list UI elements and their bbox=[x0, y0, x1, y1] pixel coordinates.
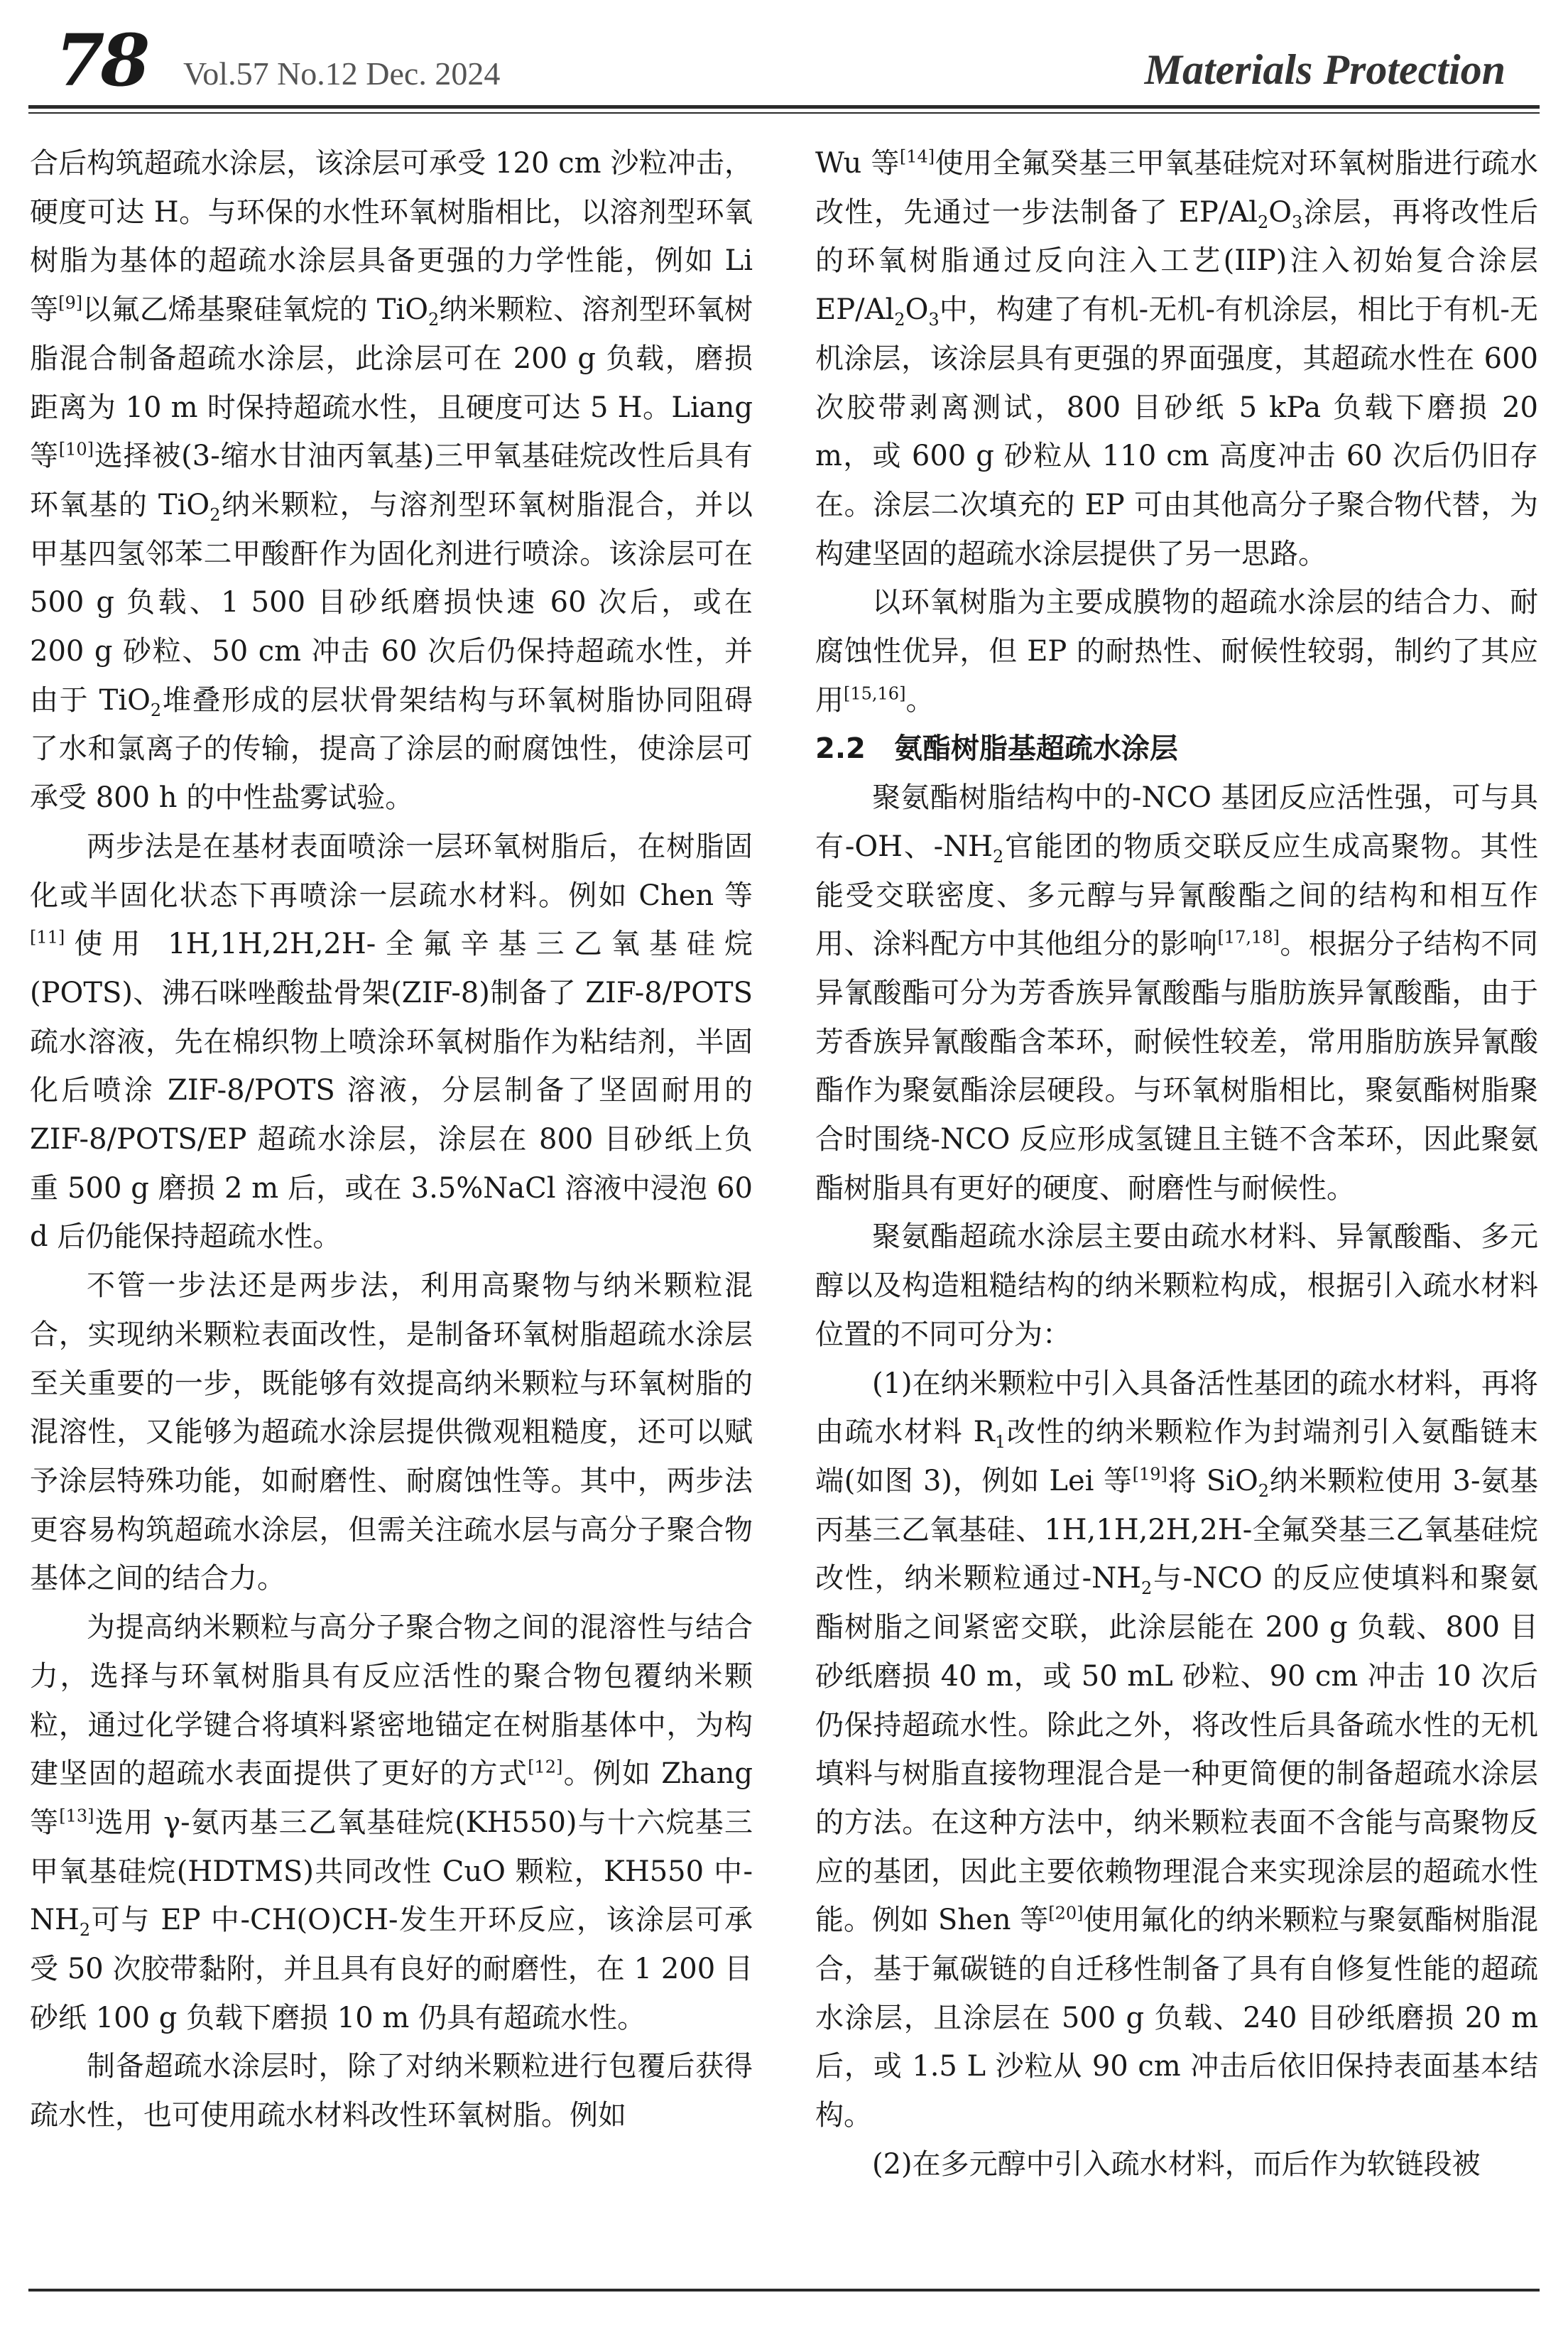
paragraph: 两步法是在基材表面喷涂一层环氧树脂后，在树脂固化或半固化状态下再喷涂一层疏水材料。例如 Chen 等[11]使用 1H,1H,2H,2H-全氟辛基三乙氧基硅烷(POTS)、沸石咪唑酸盐骨架(ZIF-8)制备了 ZIF-8/POTS 疏水溶液，先在棉织物上喷涂环氧树脂作为粘结剂，半固化后喷涂 ZIF-8/POTS 溶液，分层制备了坚固耐用的 ZIF-8/POTS/EP 超疏水涂层，涂层在 800 目砂纸上负重 500 g 磨损 2 m 后，或在 3.5%NaCl 溶液中浸泡 60 d 后仍能保持超疏水性。 bbox=[30, 830, 753, 1254]
header-rule bbox=[28, 105, 1540, 109]
header-rule-thin bbox=[28, 112, 1540, 114]
page-number: 78 bbox=[55, 18, 146, 102]
right-column bbox=[815, 139, 1538, 2189]
paragraph: 以环氧树脂为主要成膜物的超疏水涂层的结合力、耐腐蚀性优异，但 EP 的耐热性、耐候性较弱，制约了其应用[15,16]。 bbox=[815, 586, 1538, 717]
paragraph: 为提高纳米颗粒与高分子聚合物之间的混溶性与结合力，选择与环氧树脂具有反应活性的聚合物包覆纳米颗粒，通过化学键合将填料紧密地锚定在树脂基体中，为构建坚固的超疏水表面提供了更好的方式[12]。例如 Zhang 等[13]选用 γ-氨丙基三乙氧基硅烷(KH550)与十六烷基三甲氧基硅烷(HDTMS)共同改性 CuO 颗粒，KH550 中$-NH_2$可与 EP 中-CH(O)CH-发生开环反应，该涂层可承受 50 次胶带黏附，并且具有良好的耐磨性，在 1 200 目砂纸 100 g 负载下磨损 10 m 仍具有超疏水性。 bbox=[30, 1611, 753, 2034]
section-heading: 2.2 氨酯树脂基超疏水涂层 bbox=[815, 732, 1178, 766]
paragraph: 制备超疏水涂层时，除了对纳米颗粒进行包覆后获得疏水性，也可使用疏水材料改性环氧树脂。例如 bbox=[30, 2050, 753, 2132]
paragraph: 聚氨酯超疏水涂层主要由疏水材料、异氰酸酯、多元醇以及构造粗糙结构的纳米颗粒构成，根据引入疏水材料位置的不同可分为： bbox=[815, 1220, 1538, 1351]
volume-issue: Vol.57 No.12 Dec. 2024 bbox=[183, 55, 501, 92]
paragraph: (2)在多元醇中引入疏水材料，而后作为软链段被 bbox=[872, 2147, 1481, 2181]
footer-rule bbox=[28, 2289, 1540, 2292]
paragraph: 合后构筑超疏水涂层，该涂层可承受 120 cm 沙粒冲击，硬度可达 H。与环保的水性环氧树脂相比，以溶剂型环氧树脂为基体的超疏水涂层具备更强的力学性能，例如 Li 等[9]以氟乙烯基聚硅氧烷的 TiO$_2$纳米颗粒、溶剂型环氧树脂混合制备超疏水涂层，此涂层可在 200 g 负载，磨损距离为 10 m 时保持超疏水性，且硬度可达 5 H。Liang 等[10]选择被(3-缩水甘油丙氧基)三甲氧基硅烷改性后具有环氧基的 TiO$_2$纳米颗粒，与溶剂型环氧树脂混合，并以甲基四氢邻苯二甲酸酐作为固化剂进行喷涂。该涂层可在 500 g 负载、1 500 目砂纸磨损快速 60 次后，或在 200 g 砂粒、50 cm 冲击 60 次后仍保持超疏水性，并由于 TiO$_2$堆叠形成的层状骨架结构与环氧树脂协同阻碍了水和氯离子的传输，提高了涂层的耐腐蚀性，使涂层可承受 800 h 的中性盐雾试验。 bbox=[30, 147, 753, 815]
page-header bbox=[0, 0, 1568, 117]
journal-name: Materials Protection bbox=[1144, 46, 1506, 93]
paragraph: 不管一步法还是两步法，利用高聚物与纳米颗粒混合，实现纳米颗粒表面改性，是制备环氧树脂超疏水涂层至关重要的一步，既能够有效提高纳米颗粒与环氧树脂的混溶性，又能够为超疏水涂层提供微观粗糙度，还可以赋予涂层特殊功能，如耐磨性、耐腐蚀性等。其中，两步法更容易构筑超疏水涂层，但需关注疏水层与高分子聚合物基体之间的结合力。 bbox=[30, 1269, 753, 1595]
left-column bbox=[30, 139, 753, 2140]
paragraph: (1)在纳米颗粒中引入具备活性基团的疏水材料，再将由疏水材料 $R_1$改性的纳米颗粒作为封端剂引入氨酯链末端(如图 3)，例如 Lei 等[19]将 SiO$_2$纳米颗粒使用 3-氨基丙基三乙氧基硅、1H,1H,2H,2H-全氟癸基三乙氧基硅烷改性，纳米颗粒通过$-NH_2$与-NCO 的反应使填料和聚氨酯树脂之间紧密交联，此涂层能在 200 g 负载、800 目砂纸磨损 40 m，或 50 mL 砂粒、90 cm 冲击 10 次后仍保持超疏水性。除此之外，将改性后具备疏水性的无机填料与树脂直接物理混合是一种更简便的制备超疏水涂层的方法。在这种方法中，纳米颗粒表面不含能与高聚物反应的基团，因此主要依赖物理混合来实现涂层的超疏水性能。例如 Shen 等[20]使用氟化的纳米颗粒与聚氨酯树脂混合，基于氟碳链的自迁移性制备了具有自修复性能的超疏水涂层，且涂层在 500 g 负载、240 目砂纸磨损 20 m 后，或 1.5 L 沙粒从 90 cm 冲击后依旧保持表面基本结构。 bbox=[815, 1367, 1539, 2132]
paragraph: Wu 等[14]使用全氟癸基三甲氧基硅烷对环氧树脂进行疏水改性，先通过一步法制备了 $EP/Al_2O_3$涂层，再将改性后的环氧树脂通过反向注入工艺(IIP)注入初始复合涂层 $EP/Al_2O_3$中，构建了有机-无机-有机涂层，相比于有机-无机涂层，该涂层具有更强的界面强度，其超疏水性在 600 次胶带剥离测试，800 目砂纸 5 kPa 负载下磨损 20 m，或 600 g 砂粒从 110 cm 高度冲击 60 次后仍旧存在。涂层二次填充的 EP 可由其他高分子聚合物代替，为构建坚固的超疏水涂层提供了另一思路。 bbox=[815, 146, 1539, 570]
paragraph: 聚氨酯树脂结构中的-NCO 基团反应活性强，可与具有-OH、$-NH_2$官能团的物质交联反应生成高聚物。其性能受交联密度、多元醇与异氰酸酯之间的结构和相互作用、涂料配方中其他组分的影响[17,18]。根据分子结构不同异氰酸酯可分为芳香族异氰酸酯与脂肪族异氰酸酯，由于芳香族异氰酸酯含苯环，耐候性较差，常用脂肪族异氰酸酯作为聚氨酯涂层硬段。与环氧树脂相比，聚氨酯树脂聚合时围绕-NCO 反应形成氢键且主链不含苯环，因此聚氨酯树脂具有更好的硬度、耐磨性与耐候性。 bbox=[815, 781, 1539, 1205]
